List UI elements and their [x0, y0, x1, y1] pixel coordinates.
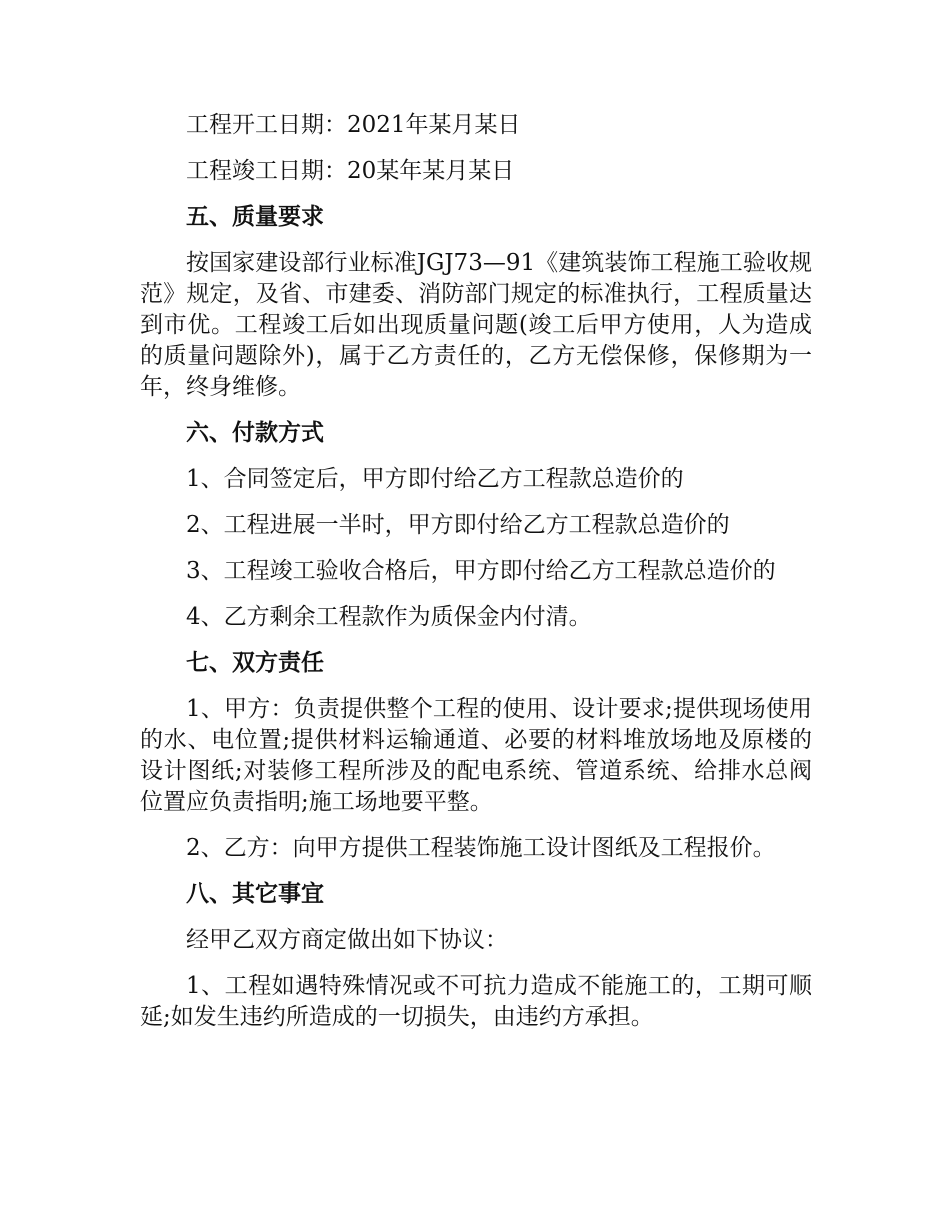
end-date-line: 工程竣工日期：20某年某月某日 [186, 158, 515, 184]
section-6-heading: 六、付款方式 [186, 420, 324, 446]
section-5-heading: 五、质量要求 [186, 204, 324, 230]
payment-item-2: 2、工程进展一半时，甲方即付给乙方工程款总造价的 [186, 512, 730, 538]
start-date-line: 工程开工日期：2021年某月某日 [186, 112, 521, 138]
payment-item-1: 1、合同签定后，甲方即付给乙方工程款总造价的 [186, 466, 684, 492]
section-8-heading: 八、其它事宜 [186, 881, 324, 907]
party-b-responsibility: 2、乙方：向甲方提供工程装饰施工设计图纸及工程报价。 [186, 835, 776, 861]
payment-item-4: 4、乙方剩余工程款作为质保金内付清。 [186, 604, 592, 630]
other-item-1: 1、工程如遇特殊情况或不可抗力造成不能施工的，工期可顺延;如发生违约所造成的一切损失，由违约方承担。 [140, 973, 812, 1030]
payment-item-3: 3、工程竣工验收合格后，甲方即付给乙方工程款总造价的 [186, 558, 776, 584]
section-7-heading: 七、双方责任 [186, 650, 324, 676]
party-a-responsibility: 1、甲方：负责提供整个工程的使用、设计要求;提供现场使用的水、电位置;提供材料运输通道、必要的材料堆放场地及原楼的设计图纸;对装修工程所涉及的配电系统、管道系统、给排水总阀位置应负责指明;施工场地要平整。 [140, 696, 812, 815]
section-5-body: 按国家建设部行业标准JGJ73—91《建筑装饰工程施工验收规范》规定，及省、市建委、消防部门规定的标准执行，工程质量达到市优。工程竣工后如出现质量问题(竣工后甲方使用，人为造成的质量问题除外)，属于乙方责任的，乙方无偿保修，保修期为一年，终身维修。 [140, 250, 812, 400]
document-page [140, 110, 812, 1033]
section-8-intro: 经甲乙双方商定做出如下协议： [186, 927, 508, 953]
